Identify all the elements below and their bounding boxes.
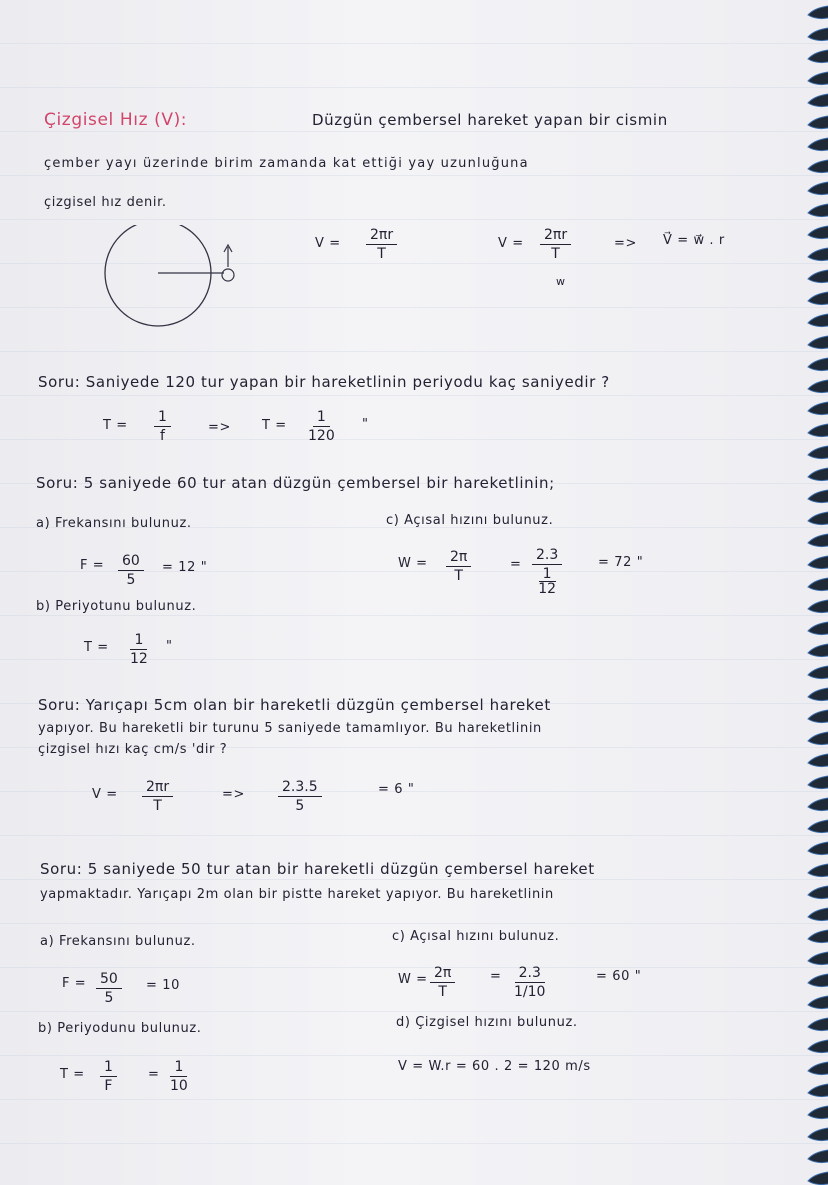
spiral-coil (808, 754, 828, 767)
q2-w-lhs: W = (398, 556, 428, 571)
circle-diagram (100, 225, 250, 345)
q4-t-lhs: T = (60, 1067, 85, 1082)
q3-line-1: Soru: Yarıçapı 5cm olan bir hareketli düzgün çembersel hareket (38, 696, 551, 714)
q2-w-fraction (446, 550, 471, 583)
q2-b-label: b) Periyotunu bulunuz. (36, 599, 197, 614)
v-formula-lhs: V = (315, 236, 341, 251)
q2-text: Soru: 5 saniyede 60 tur atan düzgün çembersel bir hareketlinin; (36, 474, 555, 492)
q1-t2-lhs: T = (262, 418, 287, 433)
q4-w-denominator: T (438, 983, 447, 1000)
q2-w-eq: = (510, 557, 522, 572)
spiral-coil (808, 842, 828, 855)
spiral-coil (808, 952, 828, 965)
q1-t-denominator: f (159, 427, 165, 444)
definition-line-2: çember yayı üzerinde birim zamanda kat ettiği yay uzunluğuna (44, 156, 529, 171)
v-formula-numerator: 2πr (366, 228, 397, 245)
q4-f-result: = 10 (146, 978, 180, 993)
q2-t-unit: " (166, 639, 173, 654)
spiral-coil (808, 666, 828, 679)
spiral-coil (808, 644, 828, 657)
v-formula-denominator: T (377, 245, 386, 262)
spiral-coil (808, 1062, 828, 1075)
q2-t-numerator: 1 (130, 633, 147, 650)
q2-f-denominator: 5 (126, 571, 136, 588)
q2-w-result: = 72 " (598, 555, 644, 570)
q3-v-numerator: 2πr (142, 780, 173, 797)
q4-w2-numerator: 2.3 (515, 966, 545, 983)
spiral-coil (808, 248, 828, 261)
q4-w-numerator: 2π (430, 966, 455, 983)
q2-w2-fraction (532, 548, 562, 597)
spiral-coil (808, 424, 828, 437)
q2-t-fraction (130, 633, 148, 666)
q1-arrow: => (208, 420, 231, 435)
spiral-coil (808, 270, 828, 283)
q4-w-result: = 60 " (596, 969, 642, 984)
spiral-coil (808, 336, 828, 349)
q4-t2-denominator: 10 (170, 1077, 188, 1094)
q3-arrow: => (222, 787, 245, 802)
q4-t-eq: = (148, 1067, 160, 1082)
q4-f-fraction (96, 972, 122, 1005)
spiral-coil (808, 160, 828, 173)
q1-t2-denominator: 120 (308, 427, 335, 444)
q4-w-fraction (430, 966, 455, 999)
spiral-binding (802, 0, 828, 1185)
q4-w-lhs: W = (398, 972, 428, 987)
spiral-coil (808, 292, 828, 305)
spiral-coil (808, 578, 828, 591)
q3-line-3: çizgisel hızı kaç cm/s 'dir ? (38, 742, 228, 757)
spiral-coil (808, 1018, 828, 1031)
v2-formula-numerator: 2πr (540, 228, 571, 245)
q2-f-lhs: F = (80, 558, 105, 573)
q4-c-label: c) Açısal hızını bulunuz. (392, 929, 560, 944)
q1-t-numerator: 1 (154, 410, 171, 427)
spiral-coil (808, 798, 828, 811)
w-below-label: w (556, 275, 566, 288)
spiral-coil (808, 512, 828, 525)
q1-t-lhs: T = (103, 418, 128, 433)
q2-w2-numerator: 2.3 (532, 548, 562, 565)
spiral-coil (808, 1084, 828, 1097)
spiral-coil (808, 116, 828, 129)
q2-w-numerator: 2π (446, 550, 471, 567)
spiral-coil (808, 622, 828, 635)
spiral-coil (808, 1172, 828, 1185)
spiral-coil (808, 314, 828, 327)
page-title: Çizgisel Hız (V): (44, 110, 188, 130)
q4-w2-denominator: 1/10 (514, 983, 546, 1000)
definition-line-3: çizgisel hız denir. (44, 195, 167, 210)
q3-line-2: yapıyor. Bu hareketli bir turunu 5 saniyede tamamlıyor. Bu hareketlinin (38, 721, 542, 736)
spiral-coil (808, 732, 828, 745)
spiral-coil (808, 204, 828, 217)
q2-f-fraction (118, 554, 144, 587)
spiral-coil (808, 908, 828, 921)
spiral-coil (808, 380, 828, 393)
q4-t-numerator: 1 (100, 1060, 117, 1077)
spiral-coil (808, 776, 828, 789)
spiral-coil (808, 138, 828, 151)
q3-result: = 6 " (378, 782, 415, 797)
spiral-coil (808, 468, 828, 481)
q2-w-denominator: T (454, 567, 463, 584)
spiral-coil (808, 1128, 828, 1141)
formula-arrow: => (614, 236, 637, 251)
q4-line-2: yapmaktadır. Yarıçapı 2m olan bir pistte hareket yapıyor. Bu hareketlinin (40, 887, 554, 902)
q4-line-1: Soru: 5 saniyede 50 tur atan bir hareketli düzgün çembersel hareket (40, 860, 595, 878)
spiral-coil (808, 600, 828, 613)
q1-unit: " (362, 417, 369, 432)
spiral-coil (808, 710, 828, 723)
v2-formula-fraction (540, 228, 571, 261)
spiral-coil (808, 182, 828, 195)
q4-b-label: b) Periyodunu bulunuz. (38, 1021, 202, 1036)
q2-f-result: = 12 " (162, 560, 208, 575)
spiral-coil (808, 534, 828, 547)
q2-w2-denominator (538, 565, 556, 597)
spiral-coil (808, 864, 828, 877)
q2-t-denominator: 12 (130, 650, 148, 667)
q1-t-fraction (154, 410, 171, 443)
spiral-coil (808, 1040, 828, 1053)
spiral-coil (808, 402, 828, 415)
q3-v-fraction (142, 780, 173, 813)
definition-line-1: Düzgün çembersel hareket yapan bir cismin (312, 111, 668, 129)
spiral-coil (808, 94, 828, 107)
q4-w-eq: = (490, 969, 502, 984)
spiral-coil (808, 226, 828, 239)
spiral-coil (808, 974, 828, 987)
spiral-coil (808, 556, 828, 569)
spiral-coil (808, 1150, 828, 1163)
q1-text: Soru: Saniyede 120 tur yapan bir hareketlinin periyodu kaç saniyedir ? (38, 373, 610, 391)
q3-v2-fraction (278, 780, 322, 813)
q4-t2-numerator: 1 (170, 1060, 187, 1077)
q4-f-denominator: 5 (104, 989, 114, 1006)
q2-w2-sub-denominator: 12 (538, 581, 557, 598)
spiral-coil (808, 28, 828, 41)
circle-path (105, 225, 211, 326)
q3-v-lhs: V = (92, 787, 118, 802)
spiral-coil (808, 930, 828, 943)
q2-f-numerator: 60 (118, 554, 144, 571)
spiral-coil (808, 72, 828, 85)
q2-t-lhs: T = (84, 640, 109, 655)
v-formula-fraction (366, 228, 397, 261)
q4-a-label: a) Frekansını bulunuz. (40, 934, 196, 949)
q4-d-label: d) Çizgisel hızını bulunuz. (396, 1015, 578, 1030)
spiral-coil (808, 358, 828, 371)
q4-f-numerator: 50 (96, 972, 122, 989)
spiral-coil (808, 688, 828, 701)
q2-c-label: c) Açısal hızını bulunuz. (386, 513, 554, 528)
q1-t2-numerator: 1 (313, 410, 330, 427)
spiral-coil (808, 1106, 828, 1119)
spiral-coil (808, 50, 828, 63)
v2-formula-lhs: V = (498, 236, 524, 251)
q3-v2-numerator: 2.3.5 (278, 780, 322, 797)
spiral-coil (808, 490, 828, 503)
q4-t-denominator: F (104, 1077, 113, 1094)
q4-t2-fraction (170, 1060, 188, 1093)
q4-v-line: V = W.r = 60 . 2 = 120 m/s (398, 1059, 591, 1074)
moving-object (222, 269, 234, 281)
v2-formula-denominator: T (551, 245, 560, 262)
q2-w2-sub-numerator: 1 (539, 567, 556, 583)
vector-formula: V⃗ = w⃗ . r (663, 233, 725, 248)
q3-v2-denominator: 5 (295, 797, 305, 814)
q3-v-denominator: T (153, 797, 162, 814)
q1-t2-fraction (308, 410, 335, 443)
q4-f-lhs: F = (62, 976, 87, 991)
q4-t-fraction (100, 1060, 117, 1093)
spiral-coil (808, 6, 828, 19)
q4-w2-fraction (514, 966, 545, 999)
spiral-coil (808, 820, 828, 833)
q2-a-label: a) Frekansını bulunuz. (36, 516, 192, 531)
spiral-coil (808, 996, 828, 1009)
spiral-coil (808, 886, 828, 899)
spiral-coil (808, 446, 828, 459)
